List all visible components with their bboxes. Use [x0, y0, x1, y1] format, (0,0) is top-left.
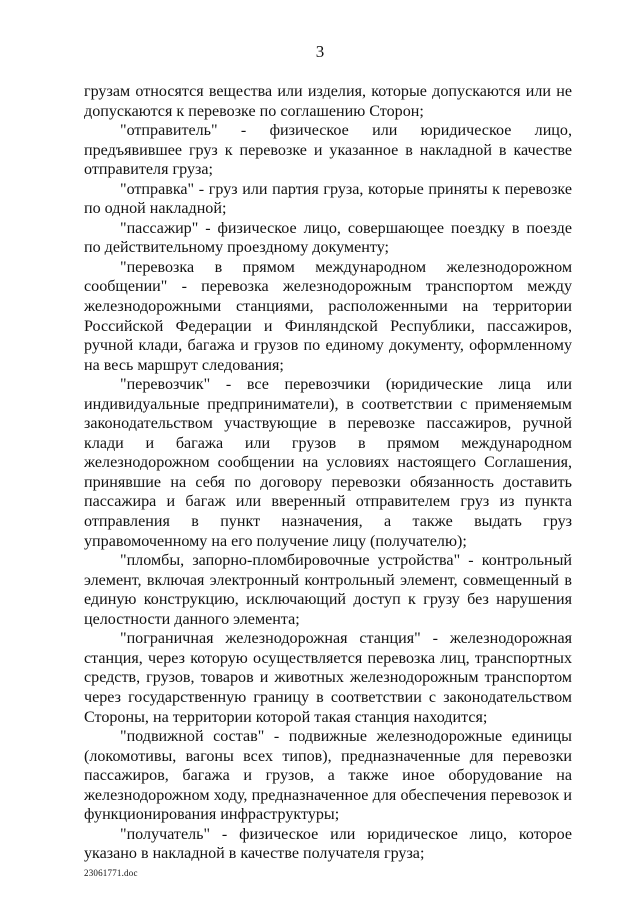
definition-podvizhnoy-sostav: "подвижной состав" - подвижные железнодорожные единицы (локомотивы, вагоны всех типов), предназначенные для перевозки пассажиров, багажа и грузов, а также иное оборудование на железнодорожном ходу, предназначенное для обеспечения перевозок и функционирования инфраструктуры;: [84, 728, 572, 824]
definition-pogranichnaya-stanciya: "пограничная железнодорожная станция" - железнодорожная станция, через которую осуществляется перевозка лиц, транспортных средств, грузов, товаров и животных железнодорожным транспортом через государственную границу в соответствии с законодательством Стороны, на территории которой такая станция находится;: [84, 630, 572, 726]
paragraph-continuation: грузам относятся вещества или изделия, которые допускаются или не допускаются к перевозке по соглашению Сторон;: [84, 83, 572, 120]
definition-poluchatel: "получатель" - физическое или юридическое лицо, которое указано в накладной в качестве получателя груза;: [84, 825, 572, 863]
definition-perevozka: "перевозка в прямом международном железнодорожном сообщении" - перевозка железнодорожным транспортом между железнодорожными станциями, расположенными на территории Российской Федерации и Финляндской Республики, пассажиров, ручной клади, багажа и грузов по единому документу, оформленному на весь маршрут следования;: [84, 258, 572, 374]
definition-perevozchik: "перевозчик" - все перевозчики (юридические лица или индивидуальные предприниматели), в соответствии с применяемым законодательством участвующие в перевозке пассажиров, ручной клади и багажа или грузов в прямом международном железнодорожном сообщении на условиях настоящего Соглашения, принявшие на себя по договору перевозки обязанность доставить пассажира и багаж или вверенный отправителем груз из пункта отправления в пункт назначения, а также выдать груз управомоченному на его получение лицу (получателю);: [84, 376, 572, 550]
document-body: [84, 82, 572, 864]
definition-otpravka: "отправка" - груз или партия груза, которые приняты к перевозке по одной накладной;: [84, 180, 572, 218]
definition-otpravitel: "отправитель" - физическое или юридическое лицо, предъявившее груз к перевозке и указанное в накладной в качестве отправителя груза;: [84, 122, 572, 179]
footer-filename: 23061771.doc: [84, 868, 138, 878]
definition-plomby: "пломбы, запорно-пломбировочные устройства" - контрольный элемент, включая электронный контрольный элемент, совмещенный в единую конструкцию, исключающий доступ к грузу без нарушения целостности данного элемента;: [84, 552, 572, 628]
definition-passazhir: "пассажир" - физическое лицо, совершающее поездку в поезде по действительному проездному документу;: [84, 219, 572, 257]
page-number: 3: [315, 42, 325, 61]
